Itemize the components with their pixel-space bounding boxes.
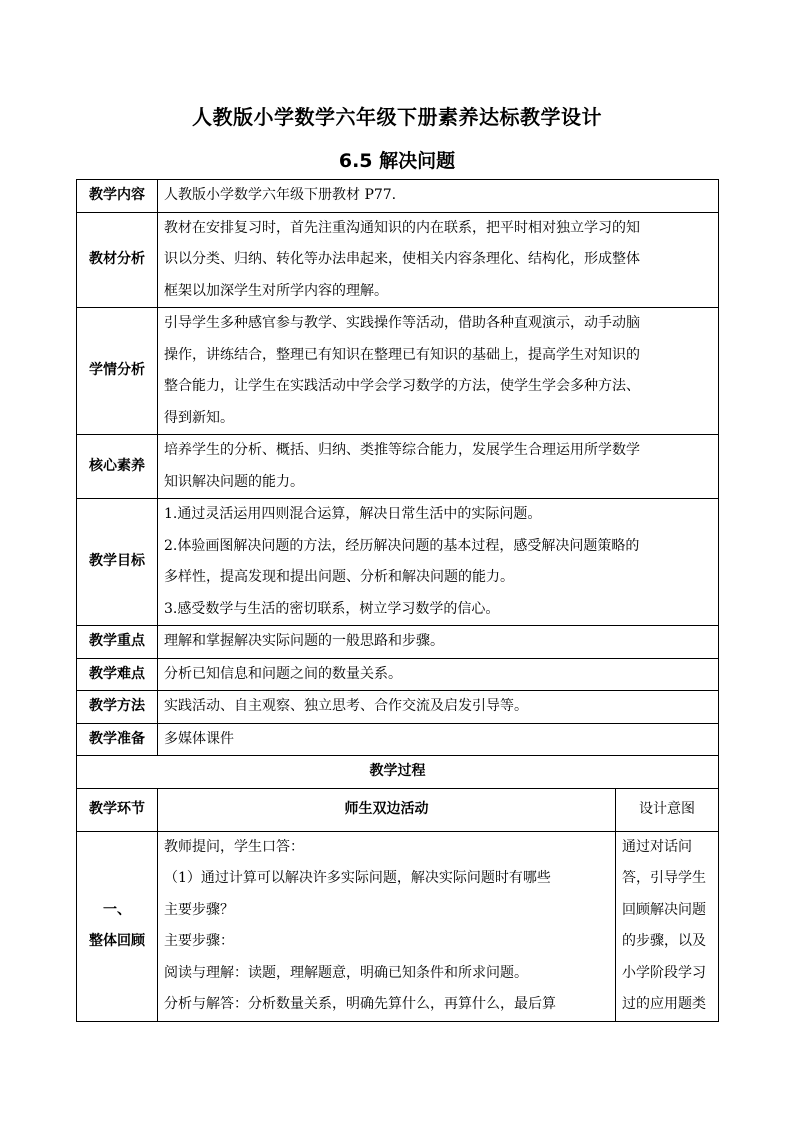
column-header-activity: 师生双边活动 [158,788,616,831]
stage-number: 一、 [103,901,131,918]
activity-cell [158,831,616,1021]
row-student-analysis [77,308,719,435]
value-core-literacy [158,435,719,499]
row-stage-one [77,831,719,1021]
value-teaching-methods: 实践活动、自主观察、独立思考、合作交流及启发引导等。 [158,691,719,724]
value-student-analysis [158,308,719,435]
label-teaching-methods: 教学方法 [77,691,158,724]
text-line: 回顾解决问题 [622,901,706,918]
row-key-points [77,626,719,659]
value-key-points: 理解和掌握解决实际问题的一般思路和步骤。 [158,626,719,659]
text-line: 1.通过灵活运用四则混合运算，解决日常生活中的实际问题。 [164,506,542,522]
value-textbook-analysis [158,212,719,308]
text-line: 2.体验画图解决问题的方法，经历解决问题的基本过程，感受解决问题策略的 [164,537,640,554]
label-core-literacy: 核心素养 [77,435,158,499]
text-line: 操作，讲练结合，整理已有知识在整理已有知识的基础上，提高学生对知识的 [164,346,640,363]
text-line: 阅读与理解：读题，理解题意，明确已知条件和所求问题。 [164,964,528,981]
stage-cell [77,831,158,1021]
row-teaching-methods [77,691,719,724]
label-key-points: 教学重点 [77,626,158,659]
row-process-columns [77,788,719,831]
text-line: （1）通过计算可以解决许多实际问题，解决实际问题时有哪些 [164,870,551,886]
row-preparation [77,723,719,756]
text-line: 小学阶段学习 [622,964,706,981]
text-line: 分析与解答：分析数量关系，明确先算什么，再算什么，最后算 [164,996,556,1012]
column-header-intent: 设计意图 [616,788,719,831]
value-teaching-goals [158,499,719,626]
label-student-analysis: 学情分析 [77,308,158,435]
column-header-stage: 教学环节 [77,788,158,831]
stage-name: 整体回顾 [89,933,145,949]
text-line: 识以分类、归纳、转化等办法串起来，使相关内容条理化、结构化，形成整体 [164,251,640,267]
text-line: 多样性，提高发现和提出问题、分析和解决问题的能力。 [164,569,514,585]
text-line: 过的应用题类 [622,996,706,1012]
label-preparation: 教学准备 [77,723,158,756]
value-preparation: 多媒体课件 [158,723,719,756]
row-teaching-goals [77,499,719,626]
row-textbook-analysis [77,212,719,308]
process-heading: 教学过程 [77,756,719,789]
row-process-heading [77,756,719,789]
lesson-subtitle: 6.5 解决问题 [338,150,456,172]
text-line: 整合能力，让学生在实践活动中学会学习数学的方法，使学生学会多种方法、 [164,378,640,394]
text-line: 培养学生的分析、概括、归纳、类推等综合能力，发展学生合理运用所学数学 [164,442,640,458]
text-line: 框架以加深学生对所学内容的理解。 [164,282,388,299]
text-line: 教师提问，学生口答： [164,838,304,855]
text-line: 主要步骤？ [164,901,234,918]
intent-cell [616,831,719,1021]
text-line: 主要步骤： [164,933,234,949]
row-teaching-content [77,180,719,213]
row-difficulties [77,658,719,691]
lesson-plan-table [76,179,719,1022]
value-difficulties: 分析已知信息和问题之间的数量关系。 [158,658,719,691]
document-title: 人教版小学数学六年级下册素养达标教学设计 [192,105,602,129]
label-textbook-analysis: 教材分析 [77,212,158,308]
text-line: 知识解决问题的能力。 [164,473,304,490]
text-line: 通过对话问 [622,838,692,855]
label-teaching-goals: 教学目标 [77,499,158,626]
text-line: 引导学生多种感官参与教学、实践操作等活动，借助各种直观演示，动手动脑 [164,315,640,331]
label-teaching-content: 教学内容 [77,180,158,213]
value-teaching-content: 人教版小学数学六年级下册教材 P77. [158,180,719,213]
text-line: 得到新知。 [164,409,234,426]
text-line: 教材在安排复习时，首先注重沟通知识的内在联系，把平时相对独立学习的知 [164,219,640,236]
label-difficulties: 教学难点 [77,658,158,691]
text-line: 3.感受数学与生活的密切联系，树立学习数学的信心。 [164,600,500,617]
text-line: 答，引导学生 [622,870,706,886]
text-line: 的步骤，以及 [622,933,706,949]
row-core-literacy [77,435,719,499]
